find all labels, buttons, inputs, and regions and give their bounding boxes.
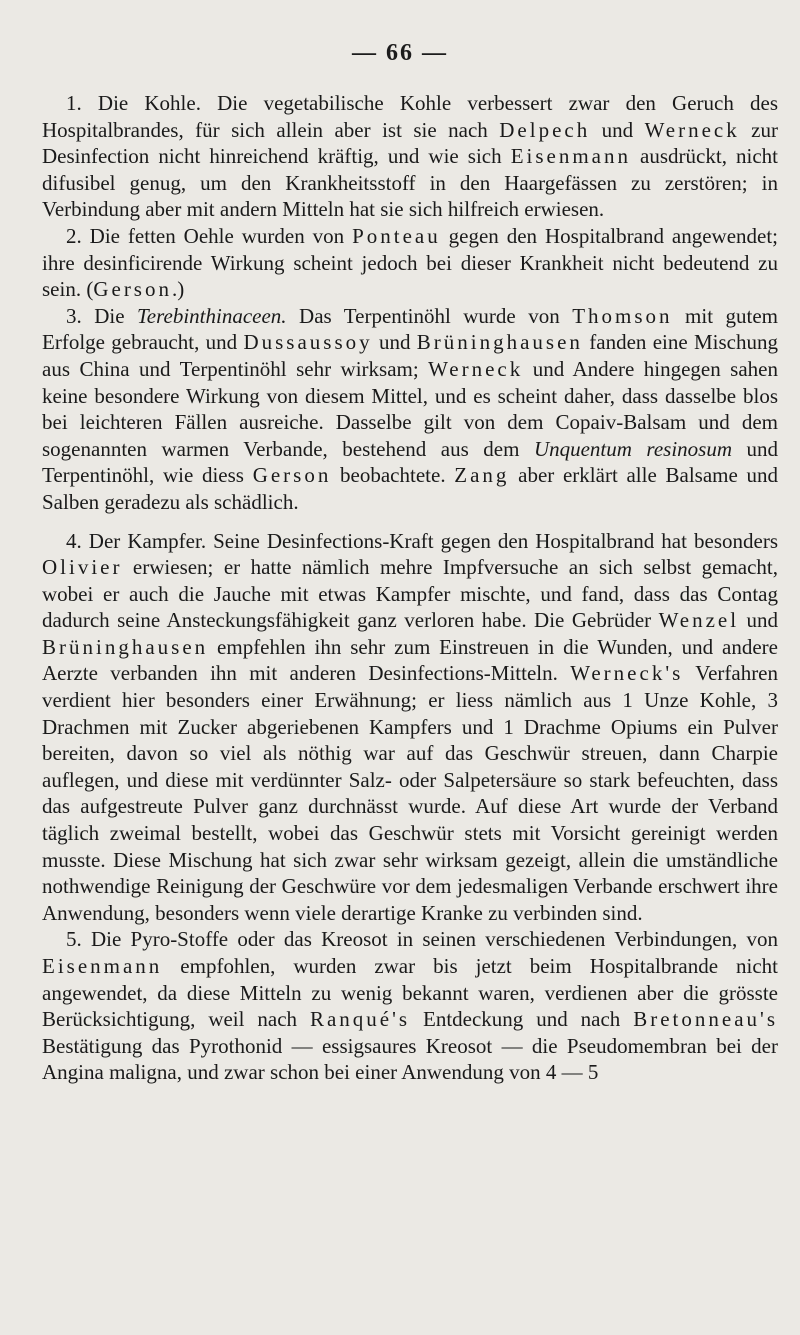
text-run: mit gutem Erfolge gebraucht, und: [42, 303, 778, 355]
spaced-name: Werneck: [428, 356, 524, 381]
text-run: und: [739, 608, 779, 633]
spaced-name: Brüninghausen: [42, 634, 209, 659]
paragraph-5: [42, 926, 778, 1086]
paragraph-1: [42, 90, 778, 223]
text-run: 1. Die Kohle. Die vegetabilische Kohle verbessert zwar den Geruch des Hospitalbrandes, für sich allein aber ist sie nach: [42, 91, 778, 142]
text-run: 2. Die fetten Oehle wurden von: [66, 223, 353, 248]
spaced-name: Brüninghausen: [416, 330, 583, 355]
italic-term: Unquentum resinosum: [533, 436, 732, 461]
text-run: ausdrückt, nicht difusibel genug, um den Krankheitsstoff in den Haargefässen zu zerstören; in Verbindung aber mit andern Mitteln hat sie sich hilfreich erwiesen.: [42, 144, 778, 222]
italic-term: Terebinthinaceen.: [137, 303, 287, 328]
spaced-name: Bretonneau's: [633, 1007, 778, 1032]
spaced-name: Dussaussoy: [243, 330, 373, 355]
paragraph-2: [42, 223, 778, 303]
body-text: [42, 90, 778, 1086]
spaced-name: Ponteau: [352, 223, 441, 248]
text-run: Bestätigung das Pyrothonid — essigsaures Kreosot — die Pseudomembran bei der Angina maligna, und zwar schon bei einer Anwendung von 4 — 5: [42, 1033, 778, 1085]
text-run: Das Terpentinöhl wurde von: [286, 303, 573, 328]
text-run: fanden eine Mischung aus China und Terpentinöhl sehr wirksam;: [42, 330, 778, 381]
text-run: aber erklärt alle Balsame und Salben geradezu als schädlich.: [42, 463, 778, 514]
spaced-name: Werneck's: [570, 661, 684, 686]
text-run: und: [372, 330, 417, 355]
text-run: Verfahren verdient hier besonders einer Erwähnung; er liess nämlich aus 1 Unze Kohle, 3 Drachmen mit Zucker abgeriebenen Kampfers und 1 Drachme Opiums ein Pulver bereiten, davon so viel als nöthig war auf das Geschwür streuen, dann Charpie auflegen, und diese mit verdünnter Salz- oder Salpetersäure so stark befeuchten, dass das aufgestreute Pulver ganz durchnässt wurde. Auf diese Art wurde der Verband täglich zweimal bestellt, wobei das Geschwür stets mit Vorsicht gereinigt werden musste. Diese Mischung hat sich zwar sehr wirksam gezeigt, allein die umständliche nothwendige Reinigung der Geschwüre vor dem jedesmaligen Verbande erschwert ihre Anwendung, besonders wenn viele derartige Kranke zu verbinden sind.: [42, 661, 779, 925]
spaced-name: Ranqué's: [309, 1007, 411, 1032]
text-run: beobachtete.: [331, 463, 455, 488]
spaced-name: Zang: [454, 463, 510, 488]
spaced-name: Eisenmann: [42, 954, 163, 978]
text-run: erwiesen; er hatte nämlich mehre Impfversuche an sich selbst gemacht, wobei er auch die Jauche mit etwas Kampfer mischte, und fand, dass das Contag dadurch seine Ansteckungsfähigkeit ganz verloren habe. Die Gebrüder: [42, 555, 778, 633]
paragraph-4: [42, 528, 778, 927]
text-run: gegen den Hospitalbrand angewendet; ihre desinficirende Wirkung scheint jedoch bei dieser Krankheit nicht bedeutend zu sein. (: [42, 223, 779, 302]
spaced-name: Delpech: [499, 117, 591, 142]
text-run: empfohlen, wurden zwar bis jetzt beim Hospitalbrande nicht angewendet, da diese Mitteln zu wenig bekannt waren, verdienen aber die grösste Berücksichtigung, weil nach: [42, 954, 778, 1032]
spaced-name: Werneck: [644, 117, 740, 142]
spaced-name: Gerson: [93, 277, 172, 302]
text-run: und: [590, 117, 645, 142]
text-run: 4. Der Kampfer. Seine Desinfections-Kraft gegen den Hospitalbrand hat besonders: [66, 528, 778, 553]
text-run: Entdeckung und nach: [410, 1007, 634, 1032]
spaced-name: Eisenmann: [510, 144, 631, 169]
text-run: zur Desinfection nicht hinreichend kräftig, und wie sich: [42, 117, 779, 169]
spaced-name: Gerson: [252, 463, 332, 488]
text-run: .): [171, 277, 185, 302]
paragraph-3: [42, 303, 778, 516]
spaced-name: Thomson: [572, 303, 673, 328]
page-number: — 66 —: [352, 40, 448, 66]
text-run: und Terpentinöhl, wie diess: [42, 436, 779, 488]
text-run: und Andere hingegen sahen keine besondere Wirkung von diesem Mittel, und es scheint daher, dass dasselbe blos bei leichteren Fällen ausreiche. Dasselbe gilt von dem Copaiv-Balsam und dem sogenannten warmen Verbande, bestehend aus dem: [42, 356, 778, 461]
spaced-name: Wenzel: [658, 608, 740, 633]
spaced-name: Olivier: [42, 555, 123, 580]
text-run: empfehlen ihn sehr zum Einstreuen in die Wunden, und andere Aerzte verbanden ihn mit anderen Desinfections-Mitteln.: [42, 634, 778, 686]
text-run: 5. Die Pyro-Stoffe oder das Kreosot in seinen verschiedenen Verbindungen, von: [66, 927, 778, 952]
text-run: 3. Die: [66, 303, 138, 328]
